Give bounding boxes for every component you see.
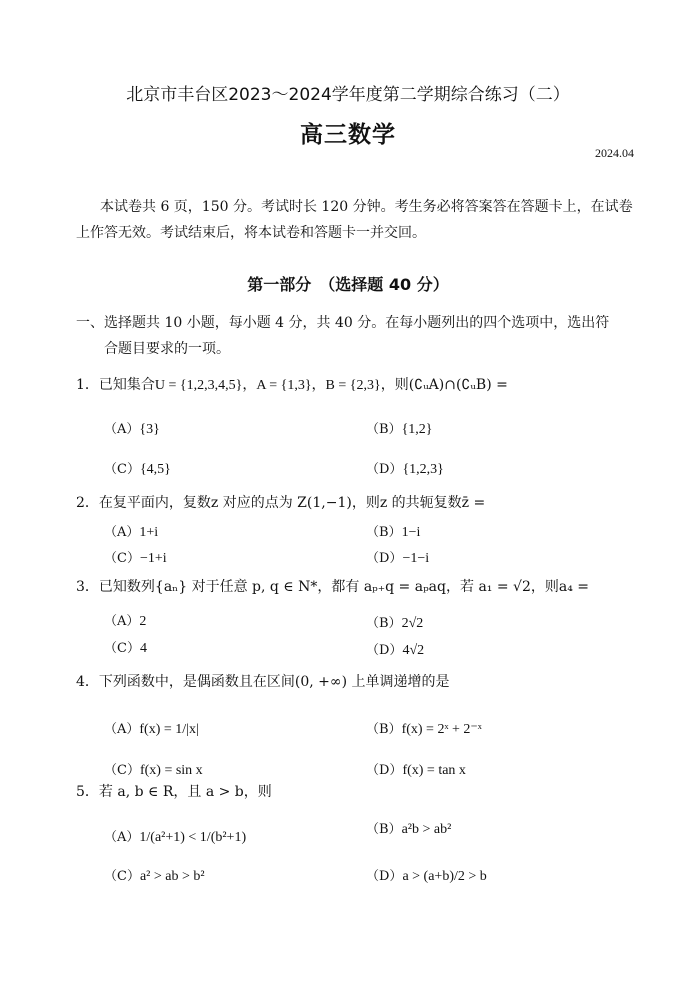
question-4-stem: 4．下列函数中，是偶函数且在区间(0, +∞) 上单调递增的是 — [76, 674, 450, 690]
q5-option-c: （C）a² > ab > b² — [104, 869, 205, 884]
q3-option-b: （B）2√2 — [366, 616, 424, 631]
q2-option-a: （A）1+i — [104, 525, 159, 540]
q2-option-b: （B）1−i — [366, 525, 421, 540]
q4-option-c: （C）f(x) = sin x — [104, 763, 203, 778]
intro-line-1: 本试卷共 6 页，150 分。考试时长 120 分钟。考生务必将答案答在答题卡上，在试卷 — [100, 199, 633, 215]
exam-date: 2024.04 — [595, 146, 634, 160]
exam-subject-title: 高三数学 — [300, 121, 396, 148]
q5-option-b: （B）a²b > ab² — [366, 822, 452, 837]
q2-option-c: （C）−1+i — [104, 551, 167, 566]
q1-option-c: （C）{4,5} — [104, 462, 171, 477]
q4-option-a: （A）f(x) = 1/|x| — [104, 722, 199, 737]
q4-option-b: （B）f(x) = 2ˣ + 2⁻ˣ — [366, 722, 482, 737]
question-5-stem: 5．若 a, b ∈ R，且 a > b，则 — [76, 784, 272, 800]
q1-option-d: （D）{1,2,3} — [366, 462, 444, 477]
q1-option-b: （B）{1,2} — [366, 422, 433, 437]
q3-option-c: （C）4 — [104, 641, 147, 656]
q2-option-d: （D）−1−i — [366, 551, 430, 566]
q3-option-d: （D）4√2 — [366, 643, 425, 658]
question-2-stem: 2．在复平面内，复数z 对应的点为 Z(1,−1)，则z 的共轭复数z̄ = — [76, 495, 486, 511]
exam-header-title: 北京市丰台区2023～2024学年度第二学期综合练习（二） — [126, 85, 570, 105]
question-1-stem: 1．已知集合U = {1,2,3,4,5}，A = {1,3}，B = {2,3}，则(∁ᵤA)∩(∁ᵤB) = — [76, 377, 508, 393]
instructions-line-2: 合题目要求的一项。 — [104, 341, 230, 357]
q3-option-a: （A）2 — [104, 614, 147, 629]
q5-option-a: （A）1/(a²+1) < 1/(b²+1) — [104, 830, 247, 845]
section-title: 第一部分 （选择题 40 分） — [247, 275, 449, 294]
q5-option-d: （D）a > (a+b)/2 > b — [366, 869, 487, 884]
q4-option-d: （D）f(x) = tan x — [366, 763, 466, 778]
question-3-stem: 3．已知数列{aₙ} 对于任意 p, q ∈ N*，都有 aₚ₊q = aₚaq，若 a₁ = √2，则a₄ = — [76, 579, 590, 595]
q1-option-a: （A）{3} — [104, 422, 160, 437]
intro-line-2: 上作答无效。考试结束后，将本试卷和答题卡一并交回。 — [76, 225, 426, 241]
instructions-line-1: 一、选择题共 10 小题，每小题 4 分，共 40 分。在每小题列出的四个选项中，选出符 — [76, 315, 610, 331]
